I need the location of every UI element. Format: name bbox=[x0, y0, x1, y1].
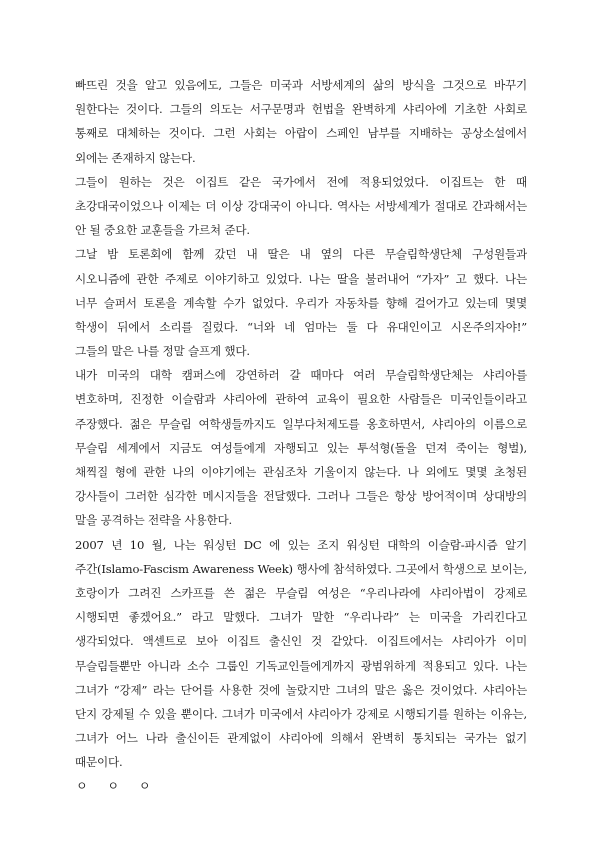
text-line: 단지 강제될 수 있을 뿐이다. 그녀가 미국에서 샤리아가 강제로 시행되기를 원하는 이유는, bbox=[75, 706, 527, 721]
text-line: 호랑이가 그려진 스카프를 쓴 젊은 무슬림 여성은 “우리나라에 샤리아법이 강제로 bbox=[75, 585, 527, 600]
text-line: 안 될 중요한 교훈들을 가르쳐 준다. bbox=[75, 223, 250, 238]
text-line: 말을 공격하는 전략을 사용한다. bbox=[75, 513, 232, 528]
text-line: 강사들이 그러한 심각한 메시지들을 전달했다. 그러나 그들은 항상 방어적이며 상대방의 bbox=[75, 489, 527, 504]
text-line: 주장했다. 젊은 무슬림 여학생들까지도 일부다처제도를 옹호하면서, 샤리아의 이름으로 bbox=[75, 416, 527, 431]
text-line: 2007 년 10 월, 나는 워싱턴 DC 에 있는 조지 워싱턴 대학의 이슬람-파시즘 알기 bbox=[75, 537, 527, 552]
text-line: 변호하며, 진정한 이슬람과 샤리아에 관하여 교육이 필요한 사람들은 미국인들이라고 bbox=[75, 392, 527, 407]
text-line: 생각되었다. 액센트로 보아 이집트 출신인 것 같았다. 이집트에서는 샤리아가 이미 bbox=[75, 634, 527, 649]
text-line: 그들의 말은 나를 정말 슬프게 했다. bbox=[75, 344, 250, 359]
text-line: 통째로 대체하는 것이다. 그런 사회는 아랍이 스페인 남부를 지배하는 공상소설에서 bbox=[75, 126, 527, 141]
text-line: 그녀가 “강제” 라는 단어를 사용한 것에 놀랐지만 그녀의 말은 옳은 것이었다. 샤리아는 bbox=[75, 682, 527, 697]
text-line: 외에는 존재하지 않는다. bbox=[75, 150, 196, 165]
text-line: 초강대국이었으나 이제는 더 이상 강대국이 아니다. 역사는 서방세계가 절대로 간과해서는 bbox=[75, 198, 527, 213]
text-line: 때문이다. bbox=[75, 755, 123, 770]
text-line: 그날 밤 토론회에 함께 갔던 내 딸은 내 옆의 다른 무슬림학생단체 구성원들과 bbox=[75, 247, 527, 262]
paragraph bbox=[75, 73, 527, 170]
text-line: 시오니즘에 관한 주제로 이야기하고 있었다. 나는 딸을 불러내어 “가자” 고 했다. 나는 bbox=[75, 271, 527, 286]
section-break: ㅇ ㅇ ㅇ bbox=[76, 779, 159, 794]
paragraph bbox=[75, 533, 527, 775]
paragraph bbox=[75, 170, 527, 243]
text-line: 무슬림들뿐만 아니라 소수 그룹인 기독교인들에게까지 광범위하게 적용되고 있다. 나는 bbox=[75, 658, 527, 673]
paragraph bbox=[75, 363, 527, 532]
text-line: 주간(Islamo-Fascism Awareness Week) 행사에 참석하였다. 그곳에서 학생으로 보이는, bbox=[75, 561, 527, 576]
text-line: 그녀가 어느 나라 출신이든 관계없이 샤리아에 의해서 완벽히 통치되는 국가는 없기 bbox=[75, 731, 527, 746]
text-line: 시행되면 좋겠어요.” 라고 말했다. 그녀가 말한 “우리나라” 는 미국을 가리킨다고 bbox=[75, 610, 527, 625]
text-line: 내가 미국의 대학 캠퍼스에 강연하러 갈 때마다 여러 무슬림학생단체는 샤리아를 bbox=[75, 368, 527, 383]
text-line: 무슬림 세계에서 지금도 여성들에게 자행되고 있는 투석형(돌을 던져 죽이는 형벌), bbox=[75, 440, 527, 455]
text-line: 너무 슬퍼서 토론을 계속할 수가 없었다. 우리가 자동차를 향해 걸어가고 있는데 몇몇 bbox=[75, 295, 527, 310]
document-page bbox=[75, 73, 527, 799]
text-line: 빠뜨린 것을 알고 있음에도, 그들은 미국과 서방세계의 삶의 방식을 그것으로 바꾸기 bbox=[75, 78, 527, 92]
text-line: 원한다는 것이다. 그들의 의도는 서구문명과 헌법을 완벽하게 샤리아에 기초한 사회로 bbox=[75, 102, 527, 117]
text-line: 채찍질 형에 관한 나의 이야기에는 관심조차 기울이지 않는다. 나 외에도 몇몇 초청된 bbox=[75, 465, 527, 479]
text-line: 학생이 뒤에서 소리를 질렀다. “너와 네 엄마는 둘 다 유대인이고 시온주의자야!” bbox=[75, 319, 527, 334]
text-line: 그들이 원하는 것은 이집트 같은 국가에서 전에 적용되었었다. 이집트는 한 때 bbox=[75, 174, 527, 189]
paragraph bbox=[75, 242, 527, 363]
